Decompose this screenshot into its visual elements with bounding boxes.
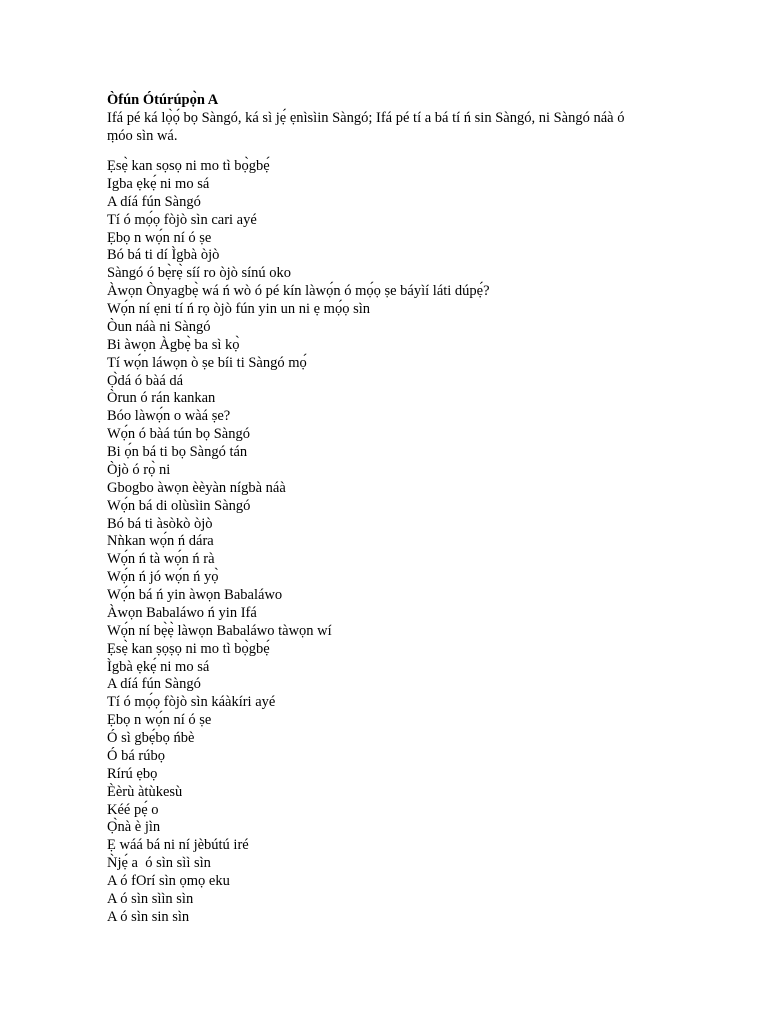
verse-line: Ẹbọ n wọ́n ní ó ṣe [107, 712, 212, 729]
verse-line: Ó sì gbẹ́bọ ńbè [107, 730, 195, 746]
verse-line: A ó sìn sin sìn [107, 908, 190, 925]
verse-line: Ẹ wáá bá ni ní jèbútú iré [107, 837, 249, 854]
verse-line: Bóo làwọ́n o wàá ṣe? [107, 408, 231, 425]
verse-line: Èèrù àtùkesù [107, 783, 183, 800]
verse-line: Ó bá rúbọ [107, 747, 165, 764]
verse-line: Wọ́n ní ẹni tí ń rọ òjò fún yin un ni ẹ mọ́ọ sìn [107, 301, 370, 317]
verse-line: Tí ó mọ́ọ fòjò sìn cari ayé [107, 211, 257, 228]
verse-line: Òjò ó rọ̀ ni [107, 461, 171, 478]
verse-line: Wọ́n bá di olùsìin Sàngó [107, 497, 251, 514]
verse-line: A ó fOrí sìn ọmọ eku [107, 873, 230, 889]
verse-line: A díá fún Sàngó [107, 193, 201, 210]
verse-line: Wọ́n ó bàá tún bọ Sàngó [107, 426, 250, 443]
intro-paragraph: Ifá pé ká lọ̀ọ́ bọ Sàngó, ká sì jẹ́ ẹnìsìin Sàngó; Ifá pé tí a bá tí ń sin Sàngó, ni Sàngó náà ó ṃóo sìn wá. [107, 110, 625, 144]
verse-line: Bi ọ́n bá ti bọ Sàngó tán [107, 444, 248, 460]
verse-line: Gbogbo àwọn èèyàn nígbà náà [107, 479, 286, 496]
verse-line: Rírú ẹbọ [107, 765, 158, 782]
verse-line: Ẹsẹ̀ kan ṣọṣọ ni mo tì bọ̀gbẹ́ [107, 640, 270, 657]
verse-line: A díá fún Sàngó [107, 676, 201, 693]
verse-line: Wọ́n ní bẹ̀ẹ̀ làwọn Babaláwo tàwọn wí [107, 622, 332, 639]
verse-line: Bó bá ti àsòkò òjò [107, 515, 213, 532]
verse-line: Sàngó ó bẹ̀rẹ̀ síí ro òjò sínú oko [107, 265, 292, 282]
verse-line: Tí ó mọ́ọ fòjò sìn káàkíri ayé [107, 694, 276, 711]
verse-line: Kéé pẹ́ o [107, 801, 159, 818]
verse-line: Bó bá ti dí Ìgbà òjò [107, 247, 220, 264]
verse-line: Wọ́n ń tà wọ́n ń rà [107, 551, 215, 568]
verse-line: Ìgbà ẹkẹ́ ni mo sá [107, 658, 210, 675]
verse-line: Ẹsẹ̀ kan sọsọ ni mo tì bọ̀gbẹ́ [107, 158, 270, 174]
verse-line: Òrun ó rán kankan [107, 390, 216, 407]
verse-line: Wọ́n ń jó wọ́n ń yọ̀ [107, 569, 219, 586]
verse-block [107, 158, 647, 927]
verse-line: Bi àwọn Àgbẹ̀ ba sì kọ̀ [107, 336, 240, 353]
document-page [107, 91, 647, 927]
verse-line: A ó sìn sììn sìn [107, 890, 194, 907]
verse-line: Nǹkan wọ́n ń dára [107, 533, 214, 550]
verse-line: Ọ̀nà è jìn [107, 819, 161, 836]
verse-line: Òun náà ni Sàngó [107, 318, 211, 335]
verse-line: Àwọn Ònyagbẹ̀ wá ń wò ó pé kín làwọ́n ó mọ́ọ ṣe báyìí láti dúpẹ́? [107, 283, 490, 300]
verse-line: Ẹbọ n wọ́n ní ó ṣe [107, 229, 212, 246]
verse-line: Àwọn Babaláwo ń yin Ifá [107, 604, 257, 621]
verse-line: Igba ẹkẹ́ ni mo sá [107, 175, 210, 192]
verse-line: Ǹjẹ́ a ó sìn sìì sìn [107, 855, 211, 872]
document-title: Òfún Ótúrúpọ̀n A [107, 92, 219, 108]
verse-line: Wọ́n bá ń yin àwọn Babaláwo [107, 587, 283, 603]
verse-line: Ọ̀dá ó bàá dá [107, 372, 184, 389]
verse-line: Tí wọ́n láwọn ò ṣe bíi ti Sàngó mọ́ [107, 354, 307, 371]
